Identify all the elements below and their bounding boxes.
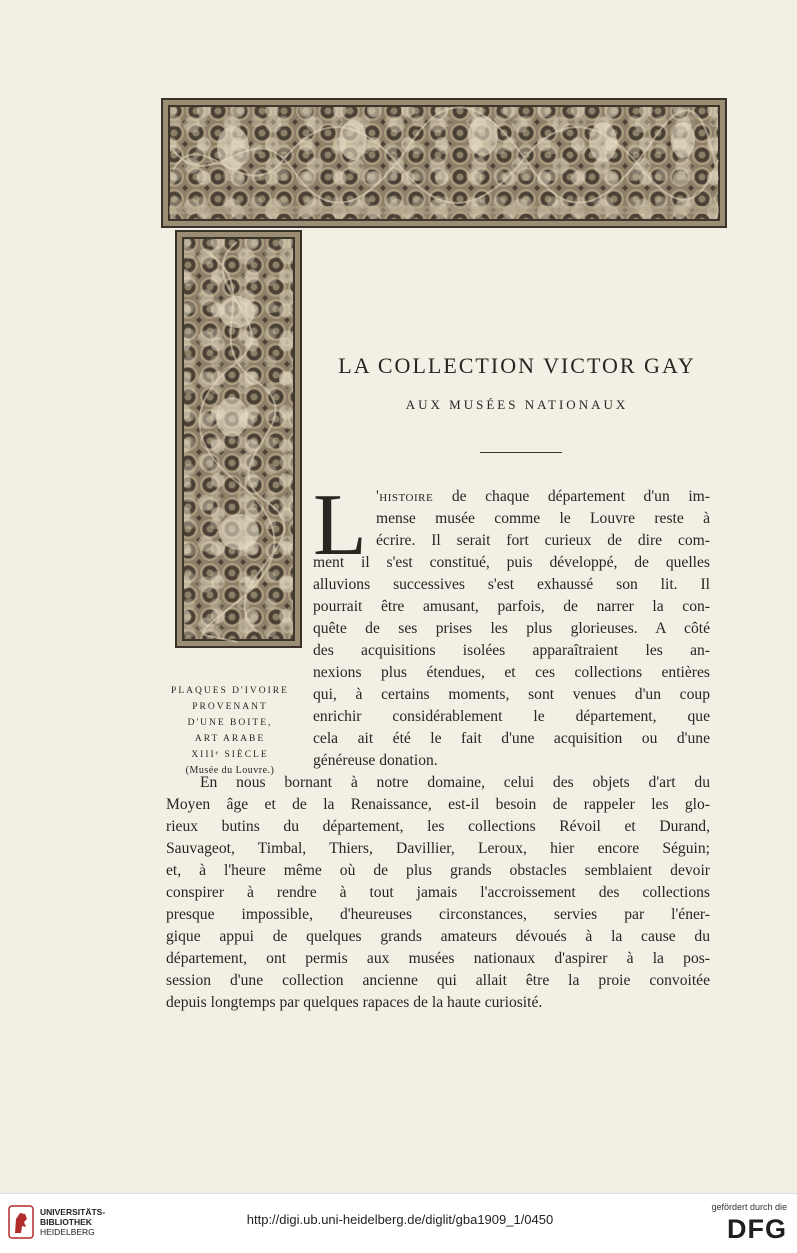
permalink-url[interactable]: http://digi.ub.uni-heidelberg.de/diglit/gba1909_1/0450 — [246, 1212, 554, 1227]
caption-line: PROVENANT — [192, 702, 268, 712]
heidelberg-lion-icon — [8, 1205, 34, 1239]
first-word-smallcaps: 'histoire — [376, 488, 434, 505]
article-subtitle: AUX MUSÉES NATIONAUX — [405, 397, 629, 412]
dfg-logo[interactable]: DFG — [727, 1214, 787, 1244]
caption-line: D'UNE BOITE, — [187, 718, 273, 728]
ivory-plaque-horizontal-image — [161, 98, 727, 228]
body-line: cela ait été le fait d'une acquisition ou d'une — [313, 730, 710, 747]
body-line-0: 'histoire de chaque département d'un im- — [376, 488, 710, 505]
caption-line: ART ARABE — [194, 734, 266, 744]
library-name[interactable]: UNIVERSITÄTS- BIBLIOTHEK HEIDELBERG — [40, 1207, 106, 1237]
viewer-footer — [0, 1193, 797, 1253]
body-line: Moyen âge et de la Renaissance, est-il besoin de rappeler les glo- — [166, 796, 710, 813]
body-line: mense musée comme le Louvre reste à — [376, 510, 710, 527]
body-line: et, à l'heure même où de plus grands obstacles semblaient devoir — [166, 862, 710, 879]
body-line: rieux butins du département, les collections Révoil et Durand, — [166, 818, 710, 835]
title-divider — [480, 452, 562, 453]
body-line: qui, à certains moments, sont venues d'un coup — [313, 686, 710, 703]
drop-cap: L — [313, 477, 367, 574]
funding-note: gefördert durch die — [711, 1202, 787, 1212]
body-line: session d'une collection ancienne qui allait être la proie convoitée — [166, 972, 710, 989]
body-line: Sauvageot, Timbal, Thiers, Davillier, Leroux, hier encore Séguin; — [166, 840, 710, 857]
ivory-plaque-vertical-image — [175, 230, 302, 648]
body-line: des acquisitions isolées apparaîtraient les an- — [313, 642, 710, 659]
caption-line: PLAQUES D'IVOIRE — [171, 686, 289, 696]
ivory-carving-pattern-vertical — [177, 232, 300, 646]
body-line: nexions plus étendues, et ces collections entières — [313, 664, 710, 681]
ivory-carving-pattern — [163, 100, 725, 226]
body-line: conspirer à rendre à tout jamais l'accroissement des collections — [166, 884, 710, 901]
caption-line: XIIIᵉ SIÈCLE — [191, 750, 269, 760]
body-line: gique appui de quelques grands amateurs dévoués à la cause du — [166, 928, 710, 945]
body-line: pourrait être amusant, parfois, de narrer la con- — [313, 598, 710, 615]
body-line: écrire. Il serait fort curieux de dire com- — [376, 532, 710, 549]
body-line: ment il s'est constitué, puis développé, de quelles — [313, 554, 710, 571]
body-line: alluvions successives s'est exhaussé son lit. Il — [313, 576, 710, 593]
body-line: département, ont permis aux musées nationaux d'aspirer à la pos- — [166, 950, 710, 967]
caption-source: (Musée du Louvre.) — [185, 765, 275, 776]
article-title: LA COLLECTION VICTOR GAY — [338, 353, 696, 378]
body-line: presque impossible, d'heureuses circonstances, servies par l'éner- — [166, 906, 710, 923]
body-line: En nous bornant à notre domaine, celui des objets d'art du — [200, 774, 710, 791]
body-line: enrichir considérablement le département, que — [313, 708, 710, 725]
body-line: généreuse donation. — [313, 752, 438, 769]
body-line: quête de ses prises les plus glorieuses. A côté — [313, 620, 710, 637]
illustration-caption — [166, 683, 294, 779]
body-line: depuis longtemps par quelques rapaces de la haute curiosité. — [166, 994, 543, 1011]
